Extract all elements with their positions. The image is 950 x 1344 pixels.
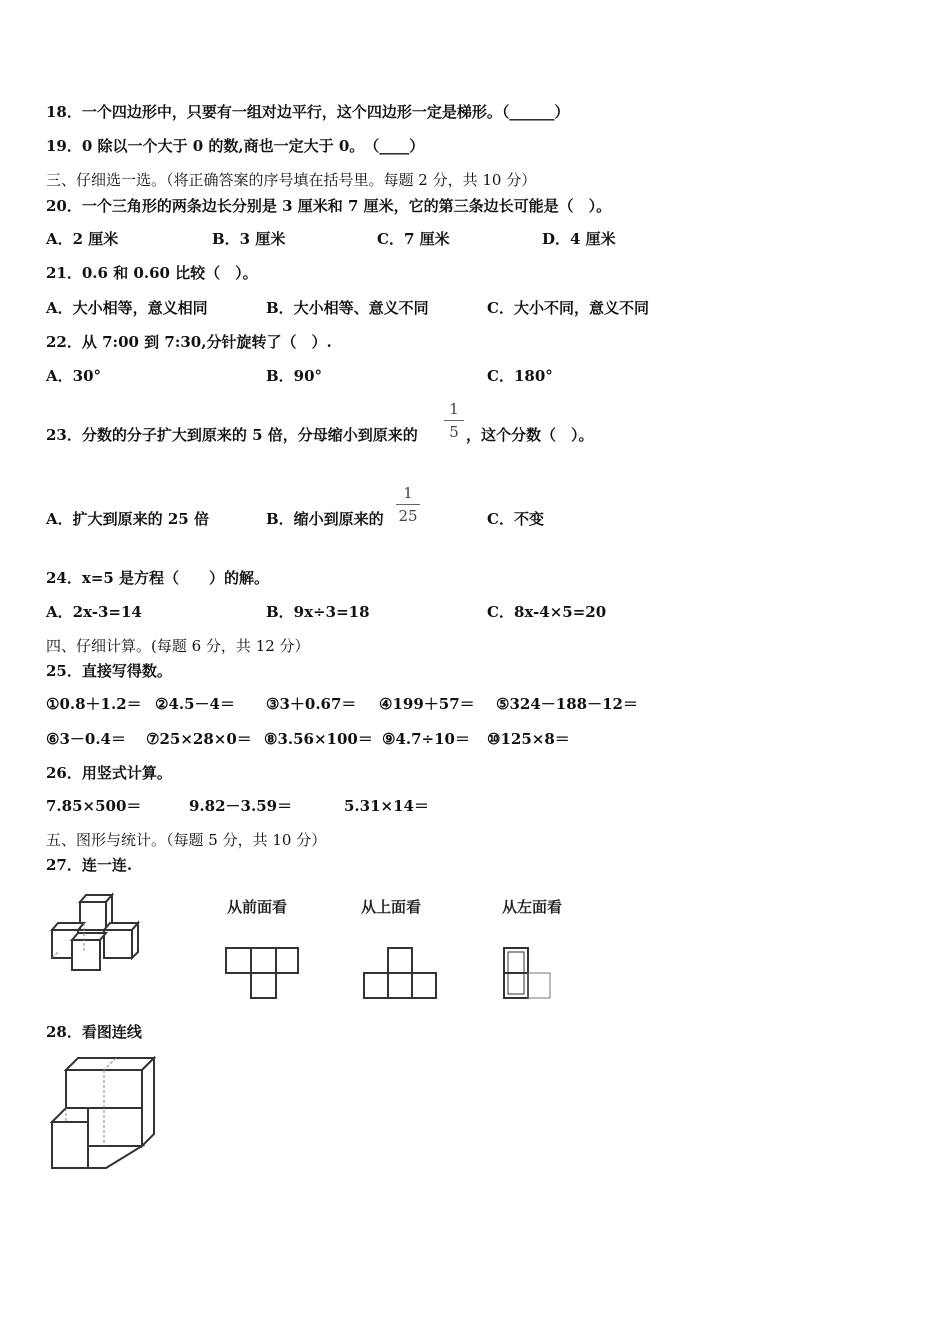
q23-option-b-denominator: 25 xyxy=(398,507,418,525)
q20-option-a: A．2 厘米 xyxy=(46,230,119,248)
q22-option-a: A．30° xyxy=(46,367,102,385)
question-21-stem: 21．0.6 和 0.60 比较（ ）。 xyxy=(46,264,258,282)
question-26-stem: 26．用竖式计算。 xyxy=(46,764,172,782)
question-23-stem-b: ，这个分数（ ）。 xyxy=(466,426,594,444)
q25-item-3: ③3＋0.67＝ xyxy=(266,695,357,713)
left-view-figure xyxy=(500,944,560,1004)
question-20-stem: 20．一个三角形的两条边长分别是 3 厘米和 7 厘米，它的第三条边长可能是（ ）。 xyxy=(46,197,612,215)
q23-option-b-fraction xyxy=(396,484,420,525)
section-5-heading: 五、图形与统计。（每题 5 分，共 10 分） xyxy=(46,831,327,849)
q22-option-b: B．90° xyxy=(266,367,323,385)
q27-caption-top: 从上面看 xyxy=(361,898,422,916)
front-view-figure xyxy=(222,944,302,1002)
q26-item-2: 9.82－3.59＝ xyxy=(189,797,293,815)
question-27-stem: 27．连一连. xyxy=(46,856,133,874)
q25-item-9: ⑨4.7÷10＝ xyxy=(382,730,470,748)
top-view-figure xyxy=(360,944,442,1002)
question-25-stem: 25．直接写得数。 xyxy=(46,662,172,680)
q23-option-b: B．缩小到原来的 xyxy=(266,510,384,528)
section-3-heading: 三、仔细选一选。（将正确答案的序号填在括号里。每题 2 分，共 10 分） xyxy=(46,171,537,189)
q20-option-d: D．4 厘米 xyxy=(542,230,616,248)
question-22-stem: 22．从 7:00 到 7:30,分针旋转了（ ）. xyxy=(46,333,332,351)
q25-item-7: ⑦25×28×0＝ xyxy=(146,730,252,748)
q25-item-4: ④199＋57＝ xyxy=(379,695,475,713)
q20-option-c: C．7 厘米 xyxy=(377,230,450,248)
q27-caption-front: 从前面看 xyxy=(227,898,288,916)
cube-stack-figure xyxy=(46,890,156,980)
section-4-heading: 四、仔细计算。(每题 6 分，共 12 分） xyxy=(46,637,310,655)
q23-option-a: A．扩大到原来的 25 倍 xyxy=(46,510,209,528)
question-24-stem: 24．x=5 是方程（ ）的解。 xyxy=(46,569,270,587)
q26-item-3: 5.31×14＝ xyxy=(344,797,429,815)
question-19: 19．0 除以一个大于 0 的数,商也一定大于 0。 （____） xyxy=(46,137,425,155)
q25-item-1: ①0.8＋1.2＝ xyxy=(46,695,142,713)
question-23-stem-a: 23．分数的分子扩大到原来的 5 倍，分母缩小到原来的 xyxy=(46,426,418,444)
q25-item-8: ⑧3.56×100＝ xyxy=(264,730,373,748)
question-28-stem: 28．看图连线 xyxy=(46,1023,142,1041)
q26-item-1: 7.85×500＝ xyxy=(46,797,142,815)
q21-option-a: A．大小相等，意义相同 xyxy=(46,299,208,317)
block-shape-figure xyxy=(46,1052,166,1174)
q21-option-c: C．大小不同，意义不同 xyxy=(487,299,649,317)
q24-option-a: A．2x-3=14 xyxy=(46,603,142,621)
fraction-bar xyxy=(444,420,464,421)
q25-item-10: ⑩125×8＝ xyxy=(487,730,570,748)
q23-fraction-denominator: 5 xyxy=(449,423,459,441)
q23-fraction-numerator: 1 xyxy=(449,400,459,418)
q24-option-b: B．9x÷3=18 xyxy=(266,603,370,621)
q23-option-c: C．不变 xyxy=(487,510,544,528)
question-18: 18．一个四边形中，只要有一组对边平行，这个四边形一定是梯形。（______） xyxy=(46,103,570,121)
q20-option-b: B．3 厘米 xyxy=(212,230,286,248)
q23-option-b-numerator: 1 xyxy=(403,484,413,502)
fraction-bar xyxy=(396,504,420,505)
q21-option-b: B．大小相等、意义不同 xyxy=(266,299,429,317)
q24-option-c: C．8x-4×5=20 xyxy=(487,603,607,621)
q25-item-5: ⑤324－188－12＝ xyxy=(496,695,638,713)
q23-fraction xyxy=(444,400,464,441)
q22-option-c: C．180° xyxy=(487,367,553,385)
q25-item-2: ②4.5－4＝ xyxy=(155,695,235,713)
q25-item-6: ⑥3－0.4＝ xyxy=(46,730,126,748)
q27-caption-left: 从左面看 xyxy=(502,898,563,916)
